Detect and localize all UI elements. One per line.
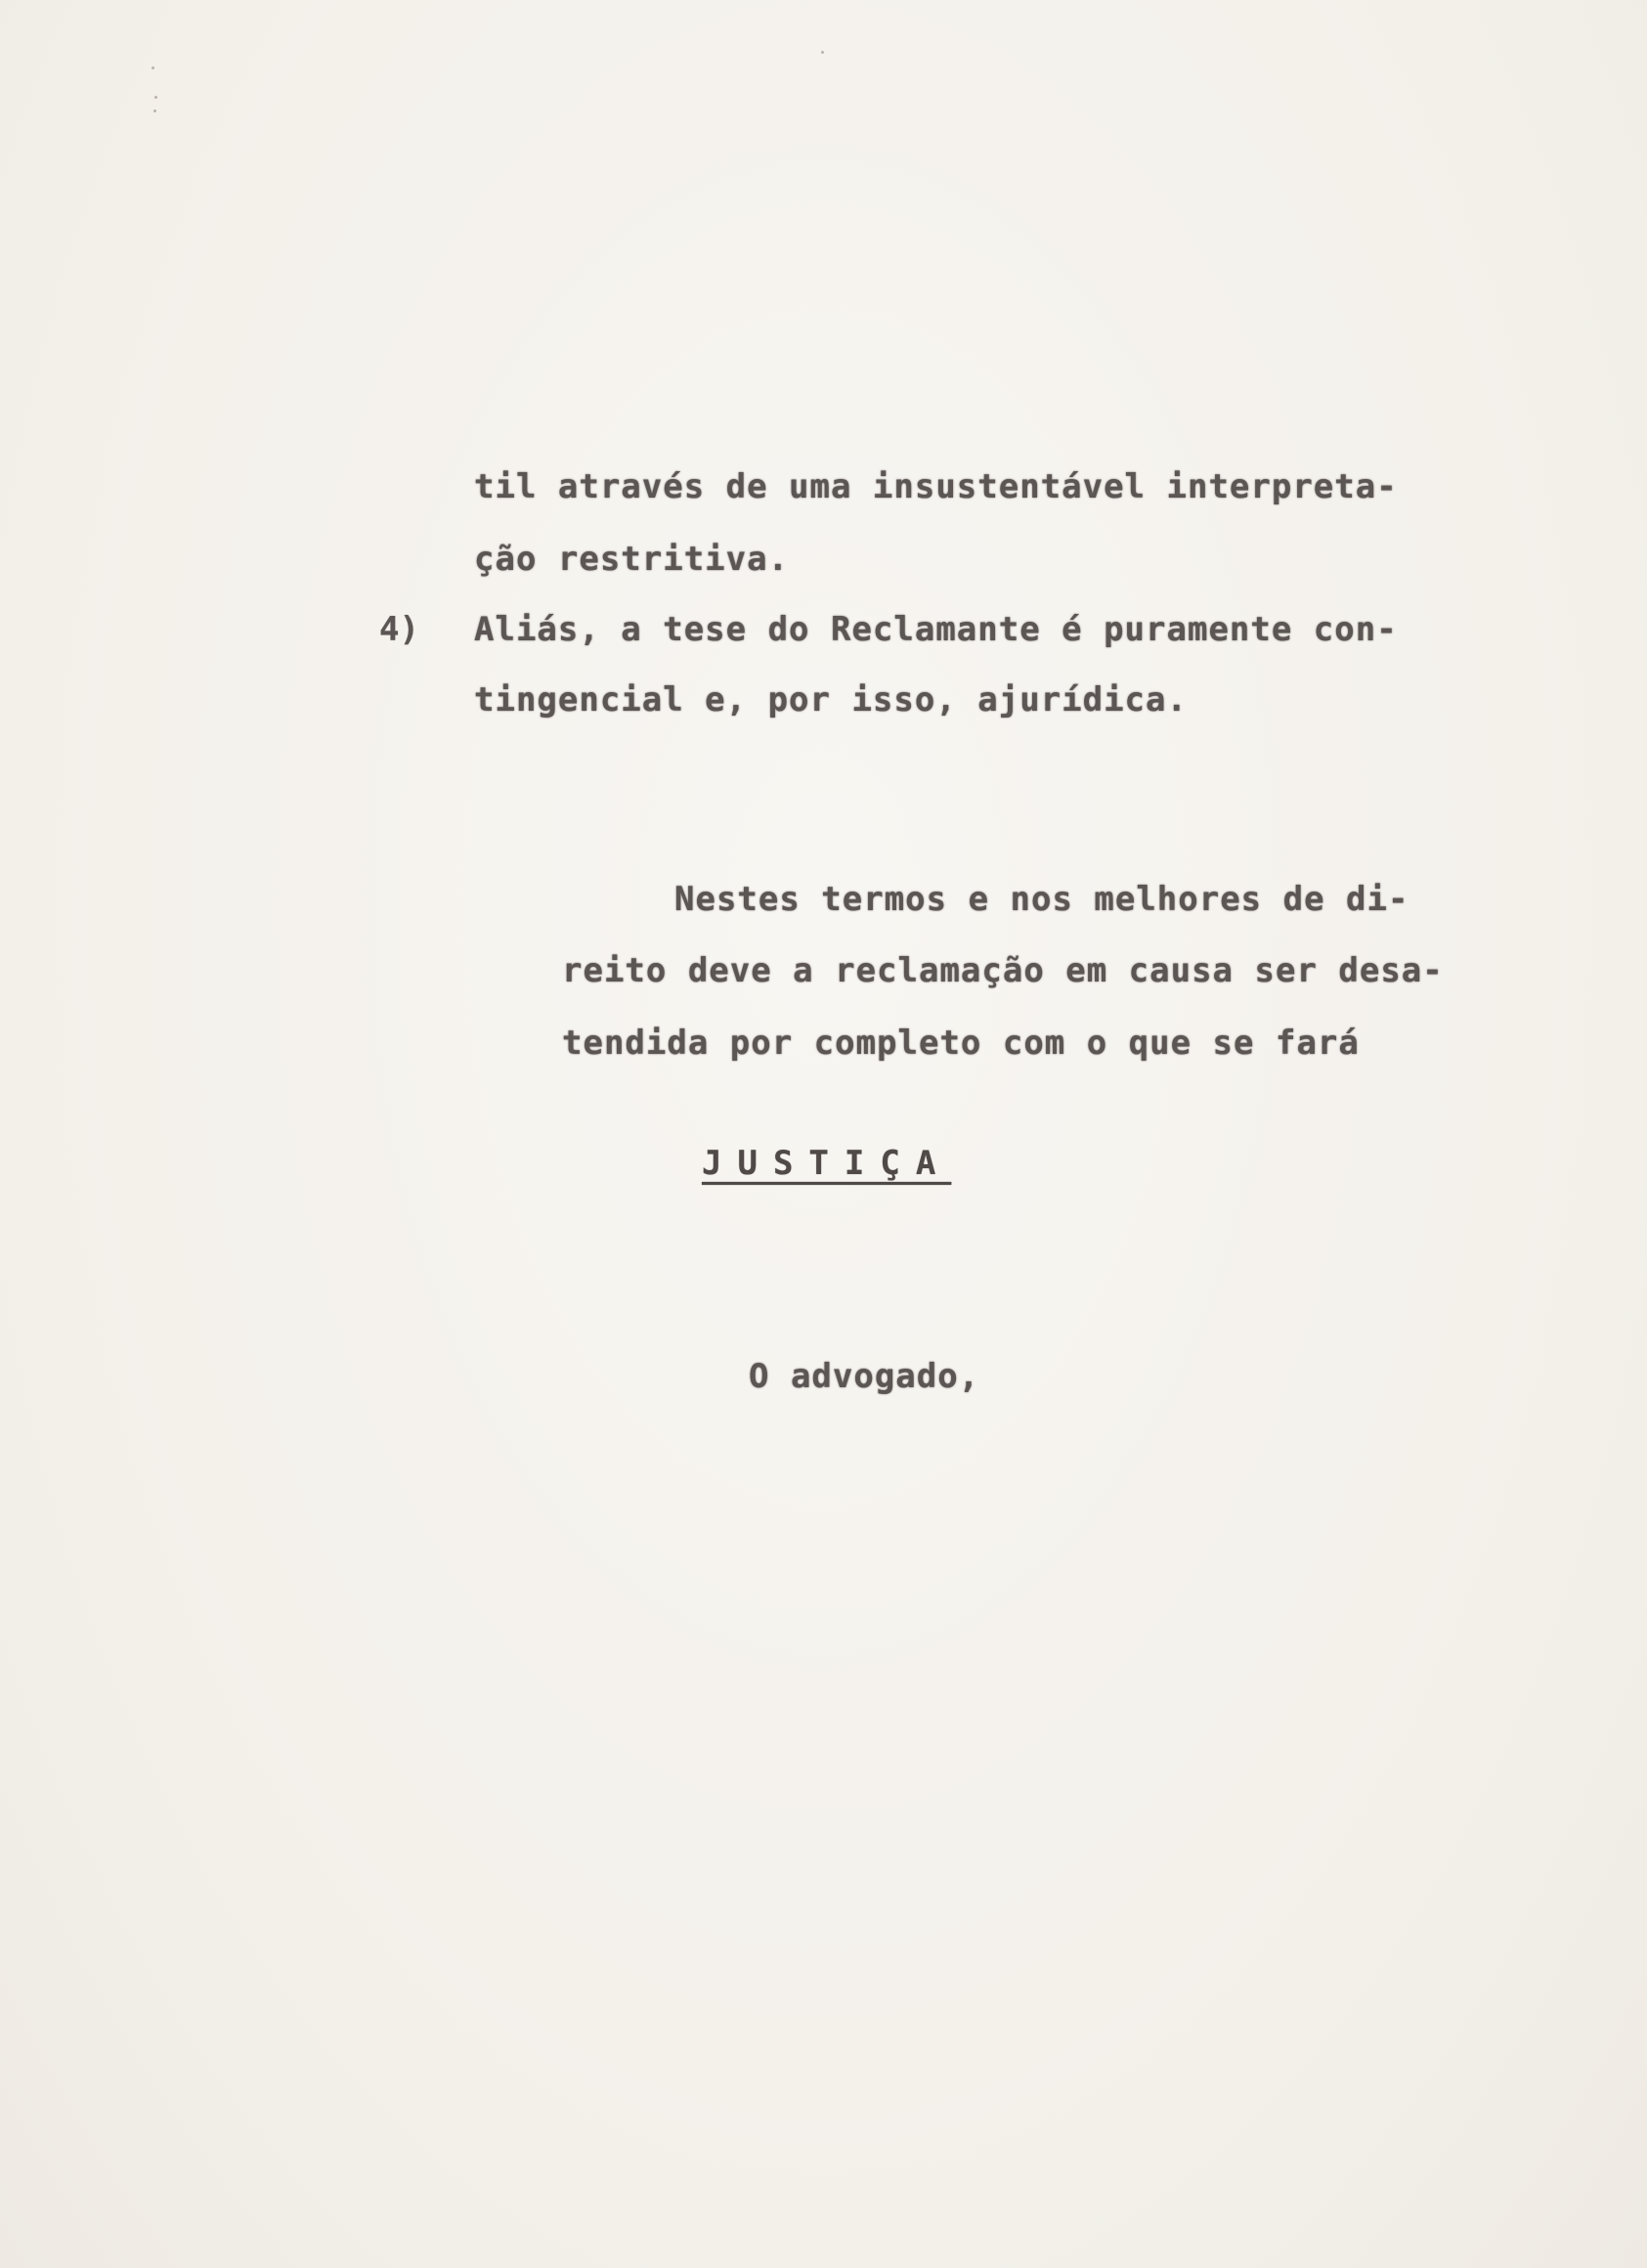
paper-speck bbox=[821, 51, 824, 54]
paper-speck bbox=[153, 109, 156, 112]
closing-line-1: Nestes termos e nos melhores de di- bbox=[674, 880, 1409, 919]
paper-speck bbox=[152, 66, 154, 69]
paragraph-3-line-2: ção restritiva. bbox=[474, 540, 790, 579]
closing-line-2: reito deve a reclamação em causa ser desa- bbox=[562, 951, 1444, 990]
paragraph-3-line-1: til através de uma insustentável interpreta- bbox=[474, 467, 1398, 506]
item-number: 4) bbox=[379, 610, 419, 649]
closing-line-3: tendida por completo com o que se fará bbox=[562, 1024, 1360, 1063]
signature-line: O advogado, bbox=[749, 1357, 980, 1396]
item-4-line-1: Aliás, a tese do Reclamante é puramente con- bbox=[474, 610, 1398, 649]
paper-speck bbox=[154, 96, 157, 99]
justica-heading: JUSTIÇA bbox=[702, 1144, 952, 1183]
item-4-line-2: tingencial e, por isso, ajurídica. bbox=[474, 680, 1188, 720]
